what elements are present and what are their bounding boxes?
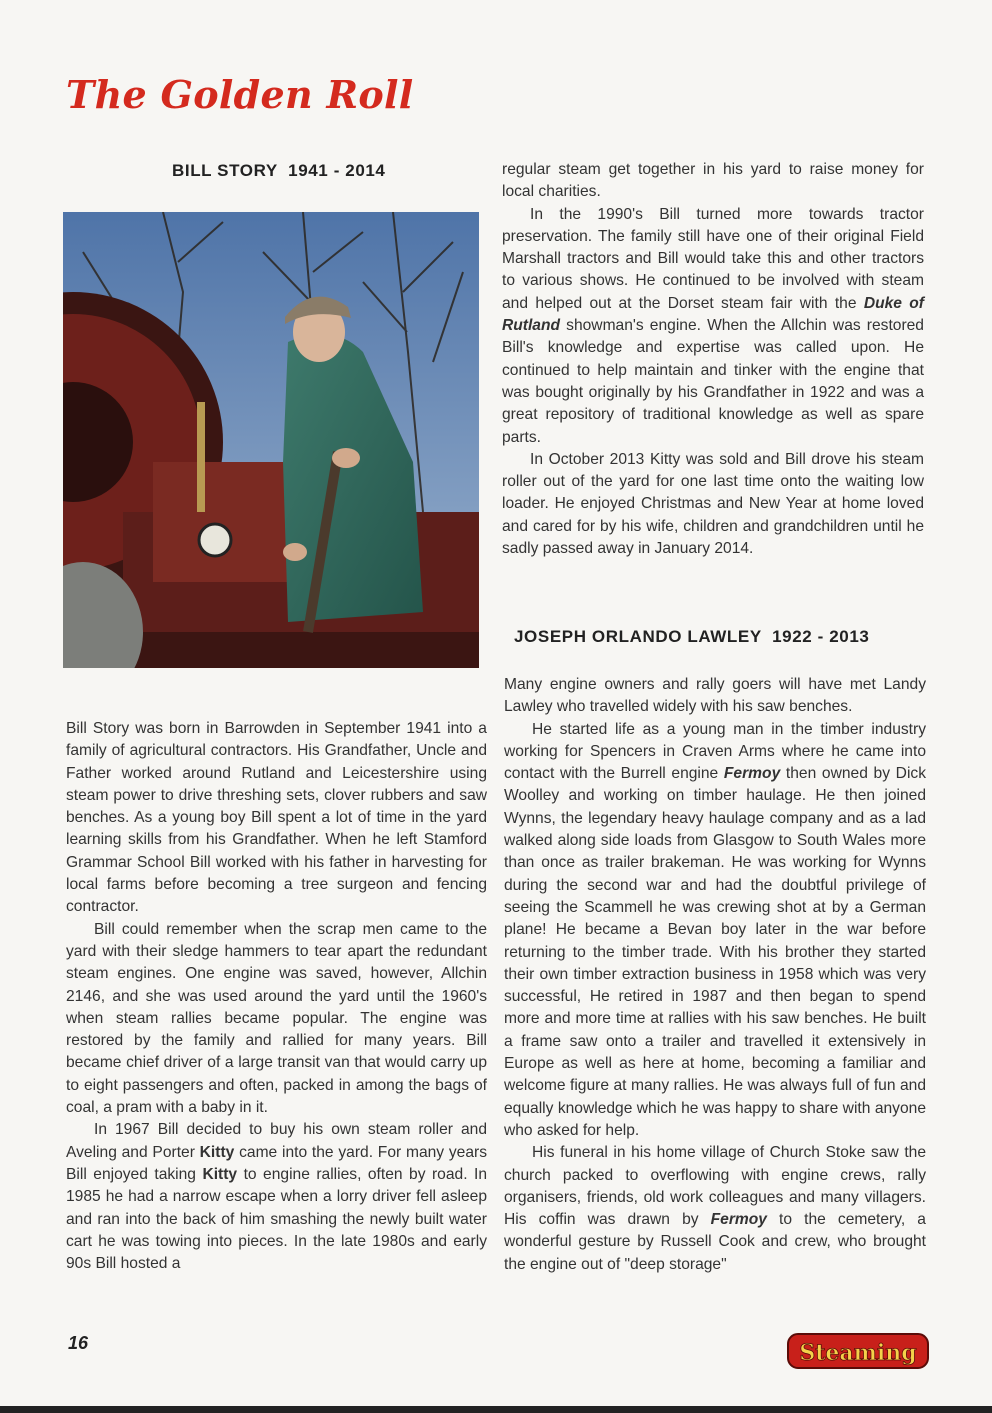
bill-paragraph <box>502 204 924 449</box>
bill-story-photo <box>63 212 479 668</box>
text-run: In the 1990's Bill turned more towards tractor preservation. The family still have one of their original Field Marshall tractors and Bill would take this and other tractors to various shows. He continued to be involved with steam and helped out at the Dorset steam fair with the <box>502 205 924 312</box>
text-run: In 1967 Bill decided to buy his own steam roller and Aveling and Porter <box>66 1121 487 1161</box>
bill-paragraph: Bill Story was born in Barrowden in September 1941 into a family of agricultural contractors. His Grandfather, Uncle and Father worked around Rutland and Leicestershire using steam power to drive threshing sets, clover rubbers and saw benches. As a young boy Bill spent a lot of time in the yard learning skills from his Grandfather. When he left Stamford Grammar School Bill worked with his father in harvesting for local farms before becoming a tree surgeon and fencing contractor. <box>66 720 487 916</box>
joseph-lawley-heading: JOSEPH ORLANDO LAWLEY 1922 - 2013 <box>514 627 870 646</box>
joseph-paragraph: Many engine owners and rally goers will have met Landy Lawley who travelled widely with his saw benches. <box>504 676 926 716</box>
steam-engine-photo-illustration <box>63 212 479 668</box>
bill-paragraph: Bill could remember when the scrap men came to the yard with their sledge hammers to tear apart the redundant steam engines. One engine was saved, however, Allchin 2146, and she was used around the yard until the 1960's when steam rallies became popular. The engine was restored by the family and rallied for many years. Bill became chief driver of a large transit van that would carry up to eight passengers and often, packed in among the bags of coal, a pram with a baby in it. <box>66 920 487 1117</box>
text-run: to engine rallies, often by road. In 1985 he had a narrow escape when a lorry driver fell asleep and ran into the back of him smashing the newly built water cart he was towing into pieces. In the late 1980s and early 90s Bill hosted a <box>66 1165 488 1273</box>
bill-paragraph <box>66 1119 487 1275</box>
page-number: 16 <box>68 1333 89 1353</box>
bill-paragraph: regular steam get together in his yard to raise money for local charities. <box>502 161 924 201</box>
bill-story-heading: BILL STORY 1941 - 2014 <box>172 161 386 180</box>
bill-story-continued <box>502 159 924 560</box>
joseph-paragraph <box>504 1142 926 1276</box>
steaming-logo <box>786 1328 930 1372</box>
text-run: to the cemetery, a wonderful gesture by Russell Cook and crew, who brought the engine out of "deep storage" <box>504 1211 926 1273</box>
text-run: His funeral in his home village of Church Stoke saw the church packed to overflowing with engine crews, rally organisers, friends, old work colleagues and many villagers. His coffin was drawn by <box>504 1144 926 1229</box>
engine-name-fermoy: Fermoy <box>723 765 781 783</box>
text-run: showman's engine. When the Allchin was restored Bill's knowledge and expertise was called upon. He continued to help maintain and tinker with the engine that was bought originally by his Grandfather in 1922 and was a great repository of traditional knowledge as well as spare parts. <box>502 317 924 446</box>
text-run: came into the yard. For many years Bill enjoyed taking <box>66 1143 488 1183</box>
bottom-rule <box>0 1406 992 1413</box>
joseph-lawley-body <box>504 674 926 1276</box>
text-run: then owned by Dick Woolley and working on timber haulage. He then joined Wynns, the legendary heavy haulage company and as a lad walked along side loads from Glasgow to South Wales more than once as trailer brakeman. He was working for Wynns during the second war and had the doubtful privilege of seeing the Scammell he was crewing shot at by a German plane! He became a Bevan boy later in the war before returning to the timber trade. With his brother they started their own timber extraction business in 1958 which was very successful, He retired in 1987 and then began to spend more and more time at rallies with his saw benches. He built a frame saw onto a trailer and travelled it extensively in Europe as well as here at home, becoming a familiar and welcome figure at many rallies. He was always full of fun and equally knowledge which he was happy to share with anyone who asked for help. <box>504 765 927 1139</box>
engine-name-fermoy: Fermoy <box>710 1211 767 1229</box>
page-title: The Golden Roll <box>66 72 414 117</box>
steaming-logo-text: Steaming <box>799 1340 917 1366</box>
bill-story-body <box>66 718 487 1275</box>
engine-name-kitty: Kitty <box>202 1165 238 1183</box>
text-run: He started life as a young man in the timber industry working for Spencers in Craven Arms where he came into contact with the Burrell engine <box>504 720 926 783</box>
engine-name-kitty: Kitty <box>199 1143 235 1161</box>
engine-name-duke-of-rutland: Duke of Rutland <box>502 294 924 335</box>
bill-paragraph: In October 2013 Kitty was sold and Bill drove his steam roller out of the yard for one last time onto the waiting low loader. He enjoyed Christmas and New Year at home loved and cared for by his wife, children and grandchildren until he sadly passed away in January 2014. <box>502 450 924 558</box>
joseph-paragraph <box>504 719 926 1143</box>
